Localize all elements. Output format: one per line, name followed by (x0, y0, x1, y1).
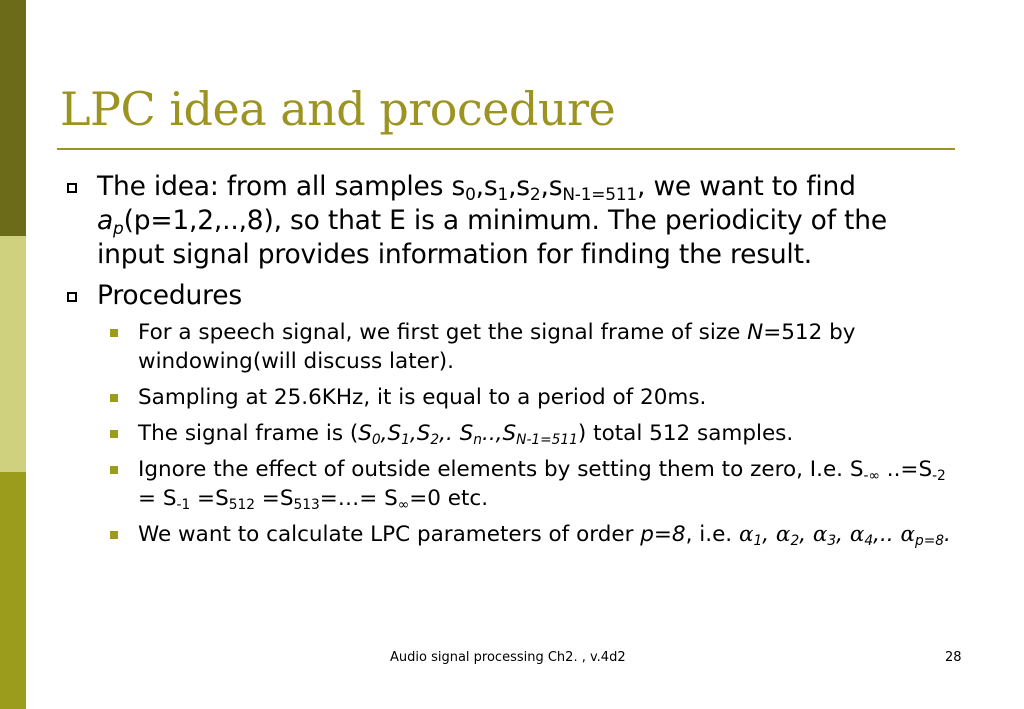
sub-bullet-frame: For a speech signal, we first get the signal frame of size N=512 by windowing(will discuss later). (62, 318, 962, 376)
square-bullet-icon (110, 531, 118, 539)
square-bullet-icon (110, 394, 118, 402)
footer-title: Audio signal processing Ch2. , v.4d2 (390, 650, 626, 665)
hollow-square-bullet-icon (67, 183, 77, 193)
sidebar-decoration (0, 0, 26, 709)
page-number: 28 (945, 650, 962, 665)
hollow-square-bullet-icon (67, 292, 77, 302)
sidebar-block-olive (0, 472, 26, 709)
sidebar-block-light (0, 236, 26, 472)
bullet-procedures: Procedures (62, 279, 962, 313)
sub-bullet-lpc-parameters: We want to calculate LPC parameters of order p=8, i.e. $\alpha_1$, $\alpha_2$, $\alpha_3$, $\alpha_4$,.. $\alpha_{p=8}$. (62, 520, 962, 549)
bullet-idea: The idea: from all samples $s_0,s_1,s_2,s_{N-1=511}$, we want to find $a_p(p=1,2,..,8)$, so that E is a minimum. The periodicity of the input signal provides information for finding the result. (62, 170, 962, 272)
sub-bullet-signal-frame: The signal frame is ($S_0,S_1,S_2$,. $S_n..,S_{N-1=511}$) total 512 samples. (62, 419, 962, 448)
square-bullet-icon (110, 329, 118, 337)
square-bullet-icon (110, 466, 118, 474)
slide-title: LPC idea and procedure (60, 82, 616, 136)
square-bullet-icon (110, 430, 118, 438)
slide-content (62, 170, 962, 549)
sidebar-block-dark (0, 0, 26, 236)
sub-bullet-sampling: Sampling at 25.6KHz, it is equal to a period of 20ms. (62, 383, 962, 412)
sub-bullet-outside-elements: Ignore the effect of outside elements by setting them to zero, I.e. $S_{-\infty}$ $..=S_{-2} = S_{-1} =S_{512}$ $=S_{513}=\dots= S_\infty=0$ etc. (62, 455, 962, 513)
title-divider (57, 148, 955, 150)
